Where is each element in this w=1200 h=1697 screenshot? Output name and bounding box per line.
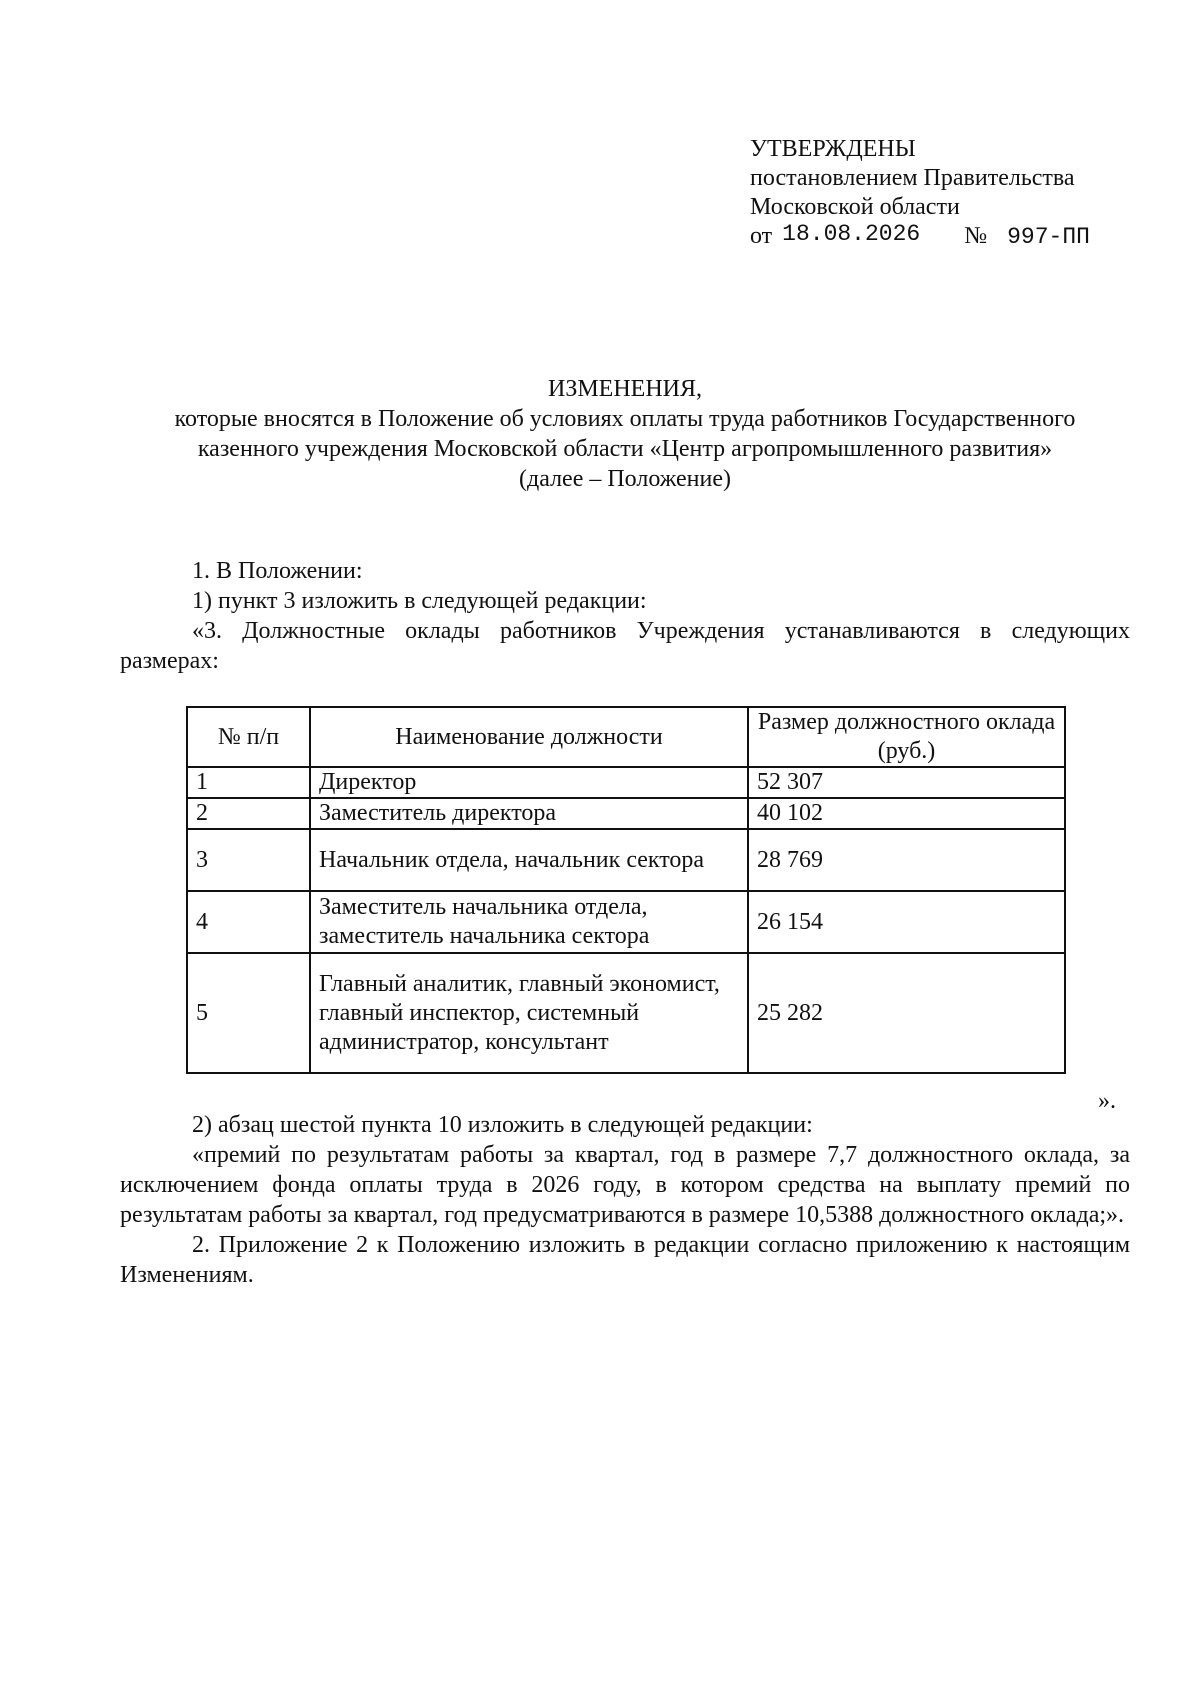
- table-header-salary: Размер должностного оклада (руб.): [748, 707, 1065, 767]
- table-cell-number: 1: [187, 767, 310, 798]
- table-cell-number: 4: [187, 891, 310, 953]
- table-cell-number: 2: [187, 798, 310, 829]
- section-2-paragraph-2: «премий по результатам работы за квартал, год в размере 7,7 должностного оклада, за исключением фонда оплаты труда в 2026 году, в котором средства на выплату премий по результатам работы за квартал, год предусматриваются в размере 10,5388 должностного оклада;».: [120, 1142, 1130, 1228]
- approval-date-line: [750, 222, 1090, 252]
- table-header-number: № п/п: [187, 707, 310, 767]
- approval-date: 18.08.2026: [782, 221, 921, 247]
- table-cell-number: 3: [187, 829, 310, 891]
- section-1-paragraph-3: «3. Должностные оклады работников Учреждения устанавливаются в следующих размерах:: [120, 618, 1130, 674]
- table-row: [187, 798, 1065, 829]
- section-2-paragraph-1: 2) абзац шестой пункта 10 изложить в следующей редакции:: [192, 1112, 813, 1138]
- table-cell-salary: 40 102: [748, 798, 1065, 829]
- table-cell-salary: 28 769: [748, 829, 1065, 891]
- table-header-row: [187, 707, 1065, 767]
- section-1-paragraph-1: 1. В Положении:: [192, 558, 363, 584]
- table-row: [187, 767, 1065, 798]
- document-heading: [120, 374, 1130, 494]
- document-subtitle-line-3: (далее – Положение): [519, 466, 731, 492]
- salary-table: [186, 706, 1066, 1074]
- closing-quote: ».: [1098, 1088, 1116, 1114]
- table-row: [187, 953, 1065, 1073]
- approval-line-2: Московской области: [750, 194, 960, 220]
- document-subtitle-line-1: которые вносятся в Положение об условиях оплаты труда работников Государственного: [174, 406, 1076, 432]
- table-row: [187, 829, 1065, 891]
- table-cell-position: Заместитель директора: [310, 798, 748, 829]
- approval-date-prefix: от: [750, 223, 773, 249]
- table-cell-position: Заместитель начальника отдела, заместитель начальника сектора: [310, 891, 748, 953]
- table-cell-salary: 52 307: [748, 767, 1065, 798]
- document-subtitle-line-2: казенного учреждения Московской области «Центр агропромышленного развития»: [197, 436, 1053, 462]
- approval-number-sign: №: [964, 223, 988, 249]
- table-cell-number: 5: [187, 953, 310, 1073]
- approval-number: 997-ПП: [1007, 224, 1090, 250]
- document-title: ИЗМЕНЕНИЯ,: [547, 376, 703, 402]
- section-1: [120, 556, 1130, 676]
- approval-line-1: постановлением Правительства: [750, 165, 1075, 191]
- table-cell-salary: 25 282: [748, 953, 1065, 1073]
- approval-stamp: [750, 135, 1090, 252]
- approval-title: УТВЕРЖДЕНЫ: [750, 136, 916, 162]
- table-cell-position: Директор: [310, 767, 748, 798]
- section-2: [120, 1110, 1130, 1290]
- table-cell-salary: 26 154: [748, 891, 1065, 953]
- table-cell-position: Начальник отдела, начальник сектора: [310, 829, 748, 891]
- table-row: [187, 891, 1065, 953]
- section-1-paragraph-2: 1) пункт 3 изложить в следующей редакции:: [192, 588, 647, 614]
- section-2-paragraph-3: 2. Приложение 2 к Положению изложить в редакции согласно приложению к настоящим Изменениям.: [120, 1232, 1130, 1288]
- table-header-position: Наименование должности: [310, 707, 748, 767]
- table-cell-position: Главный аналитик, главный экономист, главный инспектор, системный администратор, консультант: [310, 953, 748, 1073]
